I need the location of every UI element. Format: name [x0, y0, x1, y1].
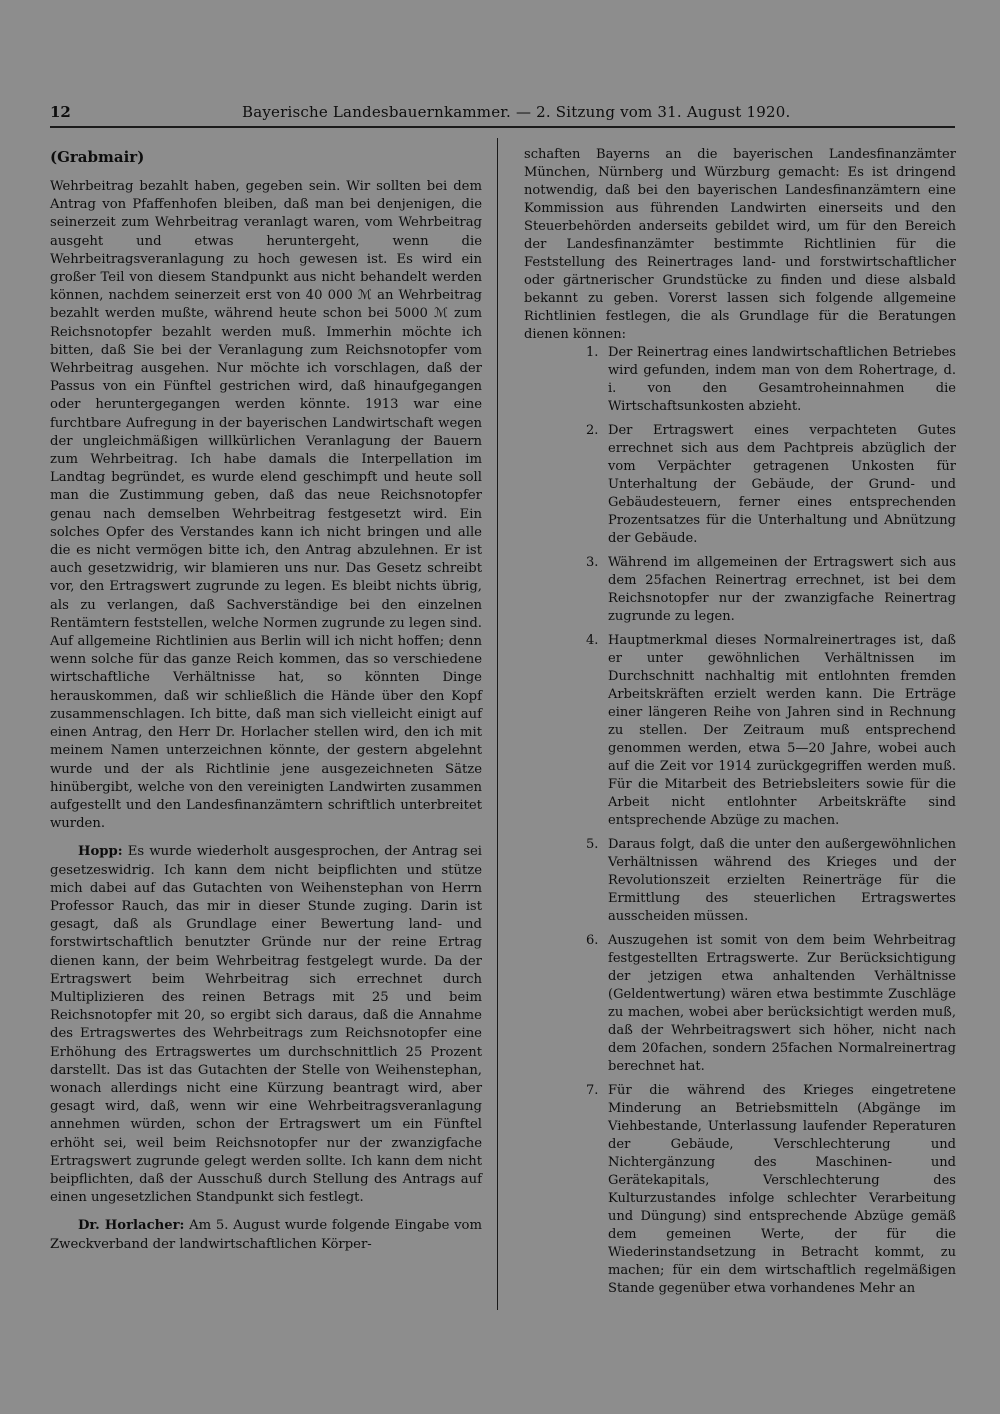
page-number: 12 — [50, 103, 71, 121]
list-number: 1. — [586, 345, 599, 360]
list-number: 7. — [586, 1083, 599, 1098]
paragraph-horlacher-text: Am 5. August wurde folgende Eingabe vom Zweckverband der landwirtschaftlichen Körper- — [50, 1218, 482, 1252]
list-text: Der Reinertrag eines landwirtschaftlichen Betriebes wird gefunden, indem man von dem Rohertrage, d. i. von den Gesamtroheinnahmen die Wirtschaftsunkosten abzieht. — [608, 345, 956, 414]
list-number: 3. — [586, 555, 599, 570]
list-text: Während im allgemeinen der Ertragswert sich aus dem 25fachen Reinertrag errechnet, ist bei dem Reichsnotopfer nur der zwanzigfache Reinertrag zugrunde zu legen. — [608, 555, 956, 624]
list-number: 2. — [586, 423, 599, 438]
speaker-heading: (Grabmair) — [50, 148, 145, 166]
list-item — [524, 344, 956, 416]
list-item — [524, 422, 956, 548]
header-rule — [50, 126, 955, 128]
list-number: 5. — [586, 837, 599, 852]
right-column — [524, 146, 956, 1300]
guideline-list — [524, 344, 956, 1298]
paragraph-intro: schaften Bayerns an die bayerischen Landesfinanzämter München, Nürnberg und Würzburg gemacht: Es ist dringend notwendig, daß bei den bayerischen Landesfinanzämtern eine Kommission aus führenden Landwirten einerseits und den Steuerbehörden anderseits gebildet wird, um für den Bereich der Landesfinanzämter bestimmte Richtlinien für die Feststellung des Reinertrages land- und forstwirtschaftlicher oder gärtnerischer Grundstücke zu finden und diese alsbald bekannt zu geben. Vorerst lassen sich folgende allgemeine Richtlinien festlegen, die als Grundlage für die Beratungen dienen können: — [524, 147, 956, 342]
running-title: Bayerische Landesbauernkammer. — 2. Sitzung vom 31. August 1920. — [242, 103, 791, 121]
left-column — [50, 146, 482, 1254]
page-header — [50, 100, 950, 124]
list-text: Hauptmerkmal dieses Normalreinertrages ist, daß er unter gewöhnlichen Verhältnissen im Durchschnitt nachhaltig mit entlohnten fremden Arbeitskräften erzielt werden kann. Die Erträge einer längeren Reihe von Jahren sind in Rechnung zu stellen. Der Zeitraum muß entsprechend genommen werden, etwa 5—20 Jahre, wobei auch auf die Zeit vor 1914 zurückgegriffen werden muß. Für die Mitarbeit des Betriebsleiters sowie für die Arbeit nicht entlohnter Arbeitskräfte sind entsprechende Abzüge zu machen. — [608, 633, 956, 828]
paragraph-hopp — [50, 843, 482, 1207]
list-text: Auszugehen ist somit von dem beim Wehrbeitrag festgestellten Ertragswerte. Zur Berücksichtigung der jetzigen etwa anhaltenden Verhältnisse (Geldentwertung) wären etwa bestimmte Zuschläge zu machen, wobei aber berücksichtigt werden muß, daß der Wehrbeitragswert sich höher, nicht nach dem 20fachen, sondern 25fachen Normalreinertrag berechnet hat. — [608, 933, 956, 1074]
list-text: Der Ertragswert eines verpachteten Gutes errechnet sich aus dem Pachtpreis abzüglich der vom Verpächter getragenen Unkosten für Unterhaltung der Gebäude, der Grund- und Gebäudesteuern, ferner eines entsprechenden Prozentsatzes für die Unterhaltung und Abnützung der Gebäude. — [608, 423, 956, 546]
list-number: 4. — [586, 633, 599, 648]
list-text: Daraus folgt, daß die unter den außergewöhnlichen Verhältnissen während des Krieges und der Revolutionszeit erzielten Reinerträge für die Ermittlung des steuerlichen Ertragswertes ausscheiden müssen. — [608, 837, 956, 924]
paragraph-grabmair: Wehrbeitrag bezahlt haben, gegeben sein. Wir sollten bei dem Antrag von Pfaffenhofen bleiben, daß man bei denjenigen, die seinerzeit zum Wehrbeitrag veranlagt waren, vom Wehrbeitrag ausgeht und etwas heruntergeht, wenn die Wehrbeitragsveranlagung zu hoch gewesen ist. Es wird ein großer Teil von diesem Standpunkt aus nicht behandelt werden können, nachdem seinerzeit erst von 40 000 ℳ an Wehrbeitrag bezahlt werden mußte, während heute schon bei 5000 ℳ zum Reichsnotopfer bezahlt werden muß. Immerhin möchte ich bitten, daß Sie bei der Veranlagung zum Reichsnotopfer vom Wehrbeitrag ausgehen. Nur möchte ich vorschlagen, daß der Passus von ein Fünftel gestrichen wird, daß hinaufgegangen oder heruntergegangen werden könnte. 1913 war eine furchtbare Aufregung in der bayerischen Landwirtschaft wegen der ungleichmäßigen willkürlichen Veranlagung der Bauern zum Wehrbeitrag. Ich habe damals die Interpellation im Landtag begründet, es wurde elend geschimpft und heute soll man die Zustimmung geben, daß das neue Reichsnotopfer genau nach demselben Wehrbeitrag festgesetzt wird. Ein solches Opfer des Verstandes kann ich nicht bringen und alle die es nicht vermögen bitte ich, den Antrag abzulehnen. Er ist auch gesetzwidrig, wir blamieren uns nur. Das Gesetz schreibt vor, den Ertragswert zugrunde zu legen. Es bleibt nichts übrig, als zu verlangen, daß Sachverständige bei den einzelnen Rentämtern feststellen, welche Normen zugrunde zu legen sind. Auf allgemeine Richtlinien aus Berlin will ich nicht hoffen; denn wenn solche für das ganze Reich kommen, das so verschiedene wirtschaftliche Verhältnisse hat, so könnten Dinge herauskommen, daß wir schließlich die Hände über den Kopf zusammenschlagen. Ich bitte, daß man sich vielleicht einigt auf einen Antrag, den Herr Dr. Horlacher stellen wird, den ich mit meinem Namen unterzeichnen könnte, der gestern abgelehnt wurde und der als Richtlinie jene ausgezeichneten Sätze hinübergibt, welche von den vereinigten Landwirten zusammen aufgestellt und den Landesfinanzämtern schriftlich unterbreitet wurden. — [50, 179, 483, 832]
paragraph-hopp-text: Es wurde wiederholt ausgesprochen, der Antrag sei gesetzeswidrig. Ich kann dem nicht beipflichten und stütze mich dabei auf das Gutachten von Weihenstephan von Herrn Professor Rauch, das mir in dieser Stunde zuging. Darin ist gesagt, daß als Grundlage einer Bewertung land- und forstwirtschaftlich benutzter Gründe nur der reine Ertrag dienen kann, der beim Wehrbeitrag festgelegt wurde. Da der Ertragswert beim Wehrbeitrag sich errechnet durch Multiplizieren des reinen Betrags mit 25 und beim Reichsnotopfer mit 20, so ergibt sich daraus, daß die Annahme des Ertragswertes des Wehrbeitrags zum Reichsnotopfer eine Erhöhung des Ertragswertes um durchschnittlich 25 Prozent darstellt. Das ist das Gutachten der Stelle von Weihenstephan, wonach allerdings nicht eine Kürzung beantragt wird, aber gesagt wird, daß, wenn wir eine Wehrbeitragsveranlagung annehmen würden, schon der Ertragswert um ein Fünftel erhöht sei, weil beim Reichsnotopfer nur der zwanzigfache Ertragswert zugrunde gelegt werden sollte. Ich kann dem nicht beipflichten, daß der Ausschuß durch Stellung des Antrags auf einen ungesetzlichen Standpunkt sich festlegt. — [50, 844, 482, 1206]
list-item — [524, 554, 956, 626]
list-number: 6. — [586, 933, 599, 948]
column-divider — [497, 138, 498, 1310]
list-text: Für die während des Krieges eingetretene Minderung an Betriebsmitteln (Abgänge im Viehbestande, Unterlassung laufender Reperaturen der Gebäude, Verschlechterung und Nichtergänzung des Maschinen- und Gerätekapitals, Verschlechterung des Kulturzustandes infolge schlechter Verarbeitung und Düngung) sind entsprechende Abzüge gemäß dem gemeinen Werte, der für die Wiederinstandsetzung in Betracht kommt, zu machen; für ein dem wirtschaftlich regelmäßigen Stande gegenüber etwa vorhandenes Mehr an — [608, 1083, 956, 1296]
paragraph-horlacher — [50, 1217, 482, 1253]
speaker-hopp: Hopp: — [78, 844, 123, 860]
list-item — [524, 632, 956, 830]
list-item — [524, 836, 956, 926]
list-item — [524, 932, 956, 1076]
list-item — [524, 1082, 956, 1298]
speaker-horlacher: Dr. Horlacher: — [78, 1218, 185, 1234]
